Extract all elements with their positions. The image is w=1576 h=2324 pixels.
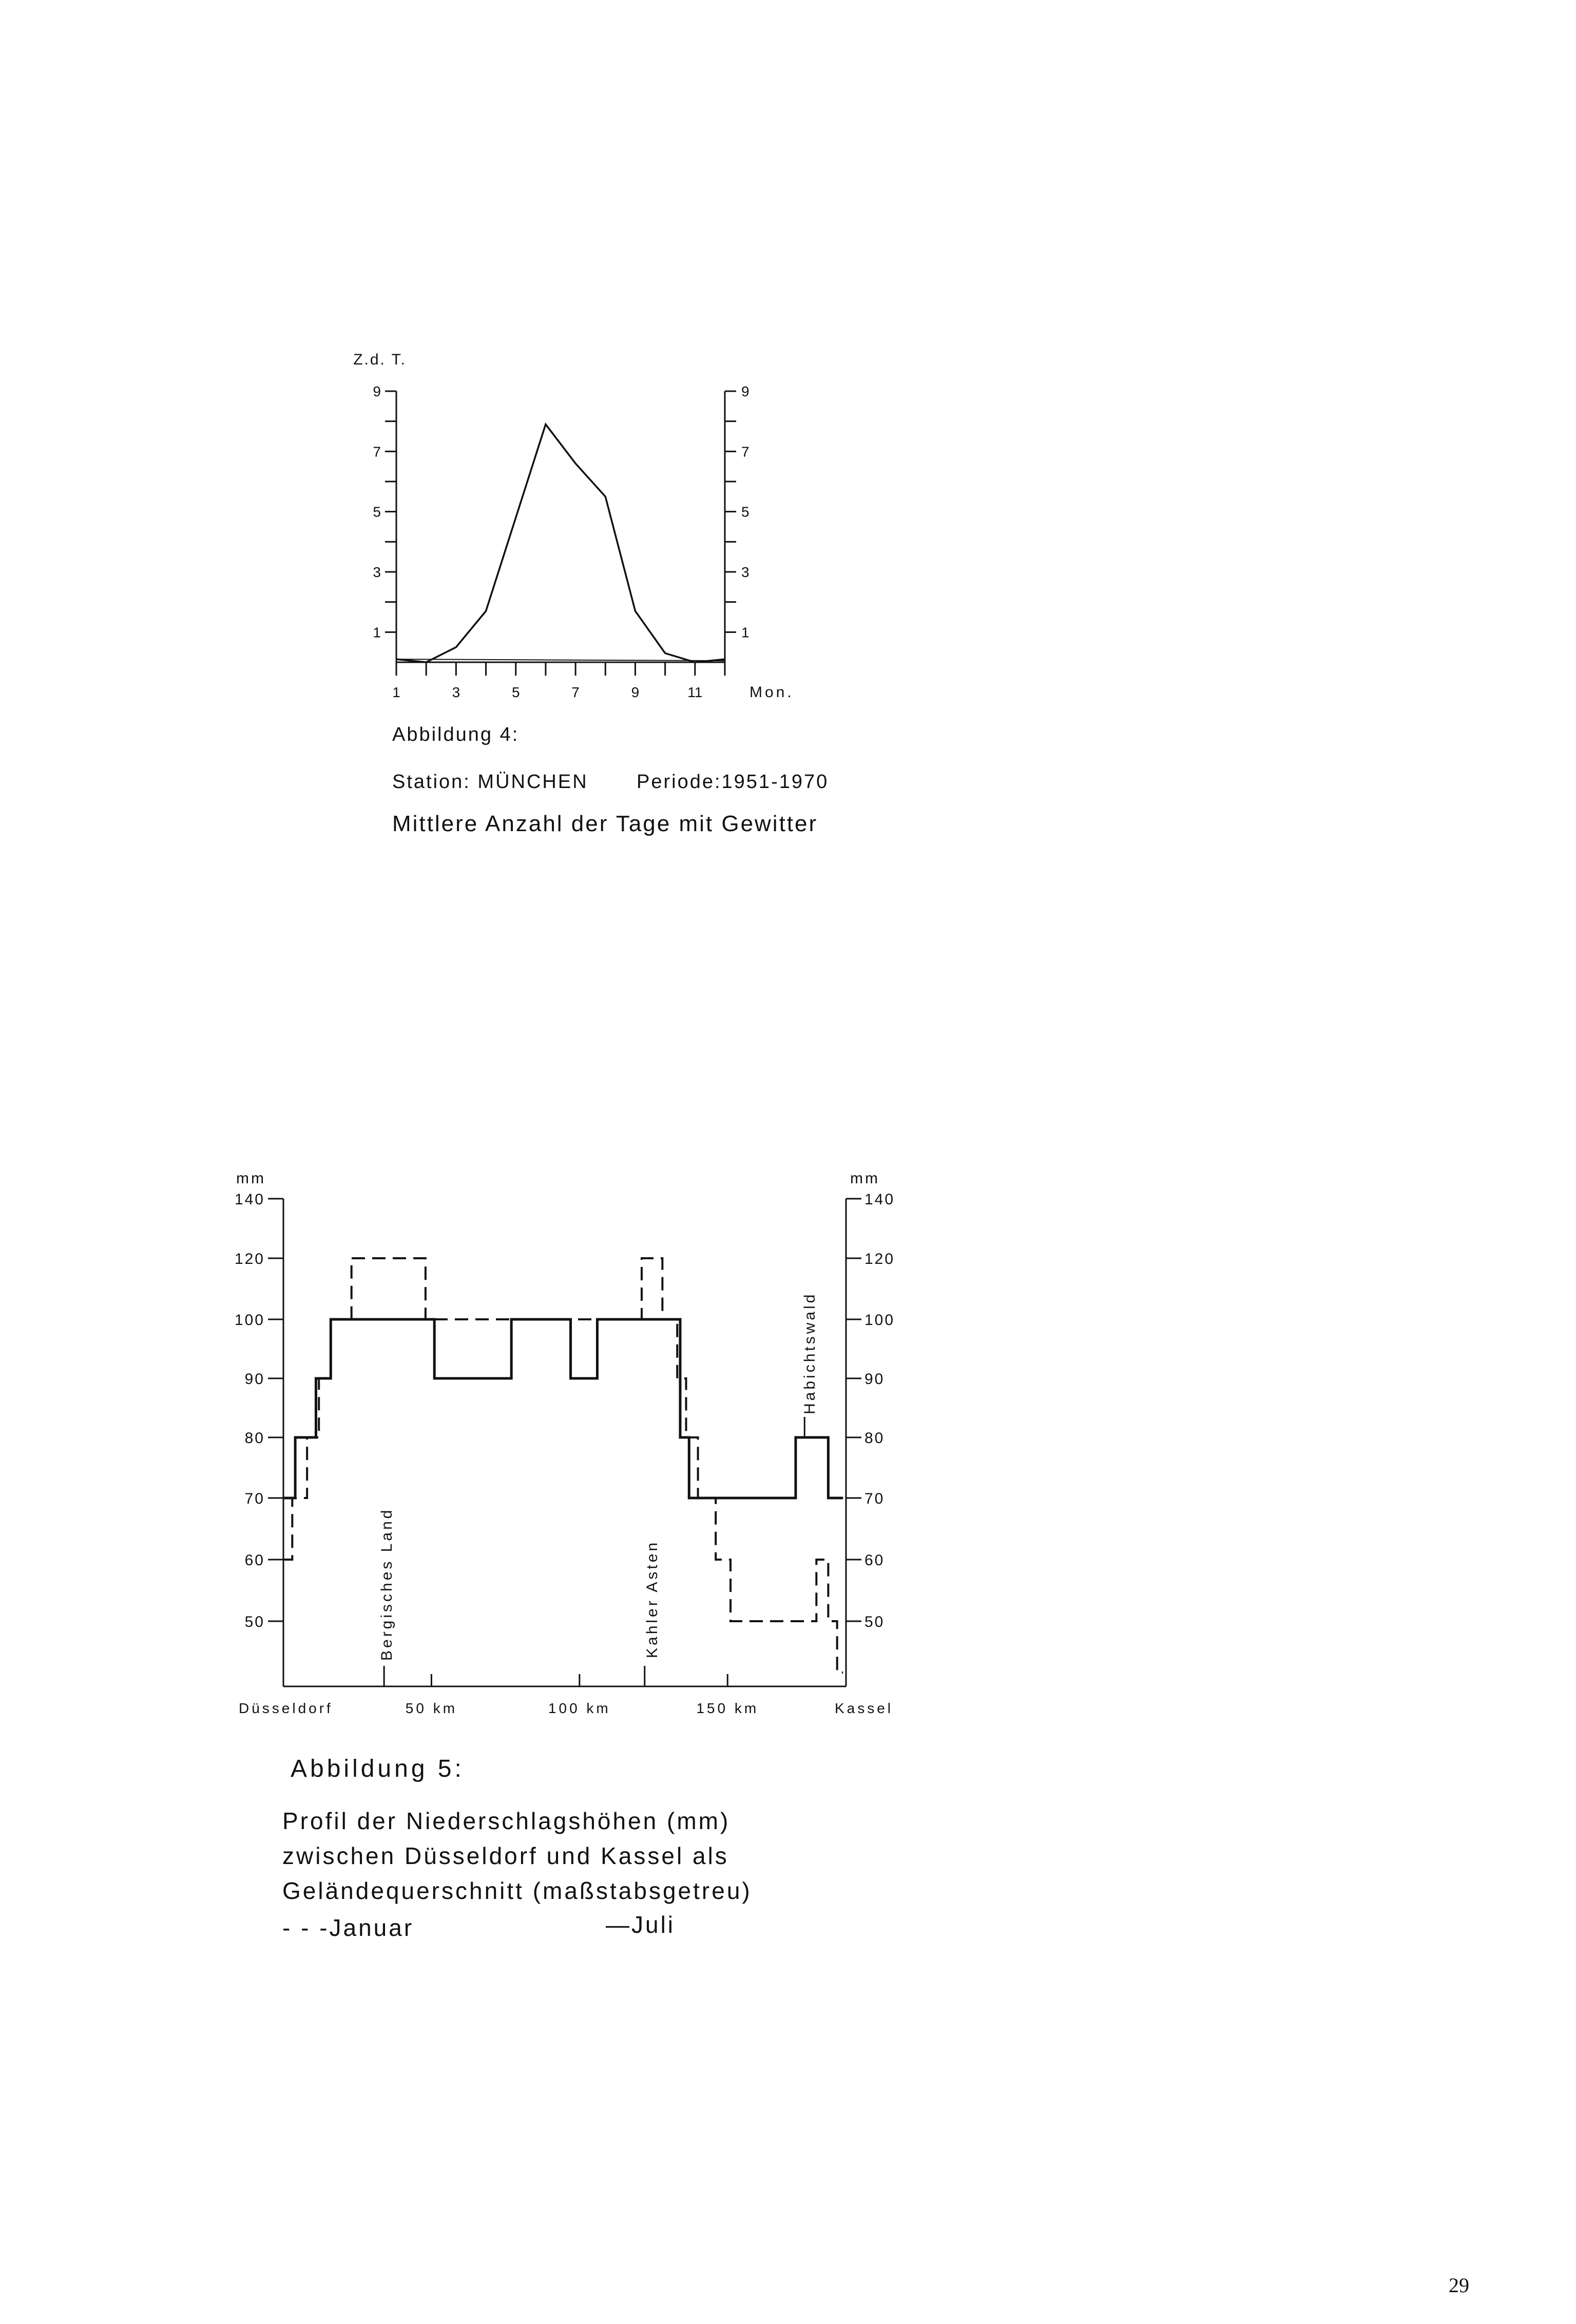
y-tick-label-right: 9 <box>741 383 749 399</box>
x-axis-label: Mon. <box>749 684 794 701</box>
y-tick-label-left: 120 <box>234 1251 265 1267</box>
annotation-kahler-asten: Kahler Asten <box>644 1540 661 1658</box>
y-tick-label-left: 7 <box>373 444 381 460</box>
y-tick-label-right: 70 <box>864 1490 885 1507</box>
y-tick-label-right: 7 <box>741 444 749 460</box>
x-tick-label: Düsseldorf <box>239 1700 333 1716</box>
fig4-station: Station: MÜNCHEN <box>392 771 588 793</box>
juli-series-line <box>283 1319 843 1498</box>
fig5-line2: zwischen Düsseldorf und Kassel als <box>282 1842 729 1869</box>
y-tick-label-left: 1 <box>373 624 381 641</box>
y-tick-label-left: 70 <box>244 1490 265 1507</box>
y-tick-label-left: 50 <box>244 1614 265 1630</box>
x-tick-label: 150 km <box>696 1700 759 1716</box>
y-tick-label-left: 80 <box>244 1430 265 1447</box>
fig5-line1: Profil der Niederschlagshöhen (mm) <box>282 1808 731 1834</box>
y-unit-label-left: mm <box>236 1170 266 1187</box>
y-tick-label-left: 90 <box>244 1371 265 1388</box>
y-tick-label-right: 80 <box>864 1430 885 1447</box>
x-tick-label: 100 km <box>548 1700 611 1716</box>
annotation-bergisches-land: Bergisches Land <box>378 1507 395 1661</box>
legend-januar: - - -Januar <box>282 1914 414 1941</box>
y-tick-label-left: 5 <box>373 504 381 520</box>
y-tick-label-left: 140 <box>234 1191 265 1208</box>
fig4-period: Periode:1951-1970 <box>637 771 829 793</box>
fig4-description: Mittlere Anzahl der Tage mit Gewitter <box>392 811 818 836</box>
page-number: 29 <box>1449 2274 1469 2297</box>
y-unit-label-right: mm <box>850 1170 880 1187</box>
y-tick-label-right: 120 <box>864 1251 895 1267</box>
x-tick-label: 50 km <box>405 1700 458 1716</box>
y-tick-label-right: 90 <box>864 1371 885 1388</box>
fig4-title: Abbildung 4: <box>392 724 520 745</box>
x-tick-label: 7 <box>571 684 580 700</box>
y-tick-label-right: 1 <box>741 624 749 641</box>
x-tick-label: Kassel <box>834 1700 893 1716</box>
legend-juli: —Juli <box>606 1911 676 1938</box>
x-tick-label: 9 <box>631 684 640 700</box>
y-tick-label-right: 100 <box>864 1312 895 1329</box>
y-tick-label-right: 140 <box>864 1191 895 1208</box>
annotation-habichtswald: Habichtswald <box>801 1292 818 1414</box>
y-tick-label-right: 5 <box>741 504 749 520</box>
y-tick-label-left: 9 <box>373 383 381 399</box>
fig5-line3: Geländequerschnitt (maßstabsgetreu) <box>282 1877 752 1904</box>
y-tick-label-right: 50 <box>864 1614 885 1630</box>
fig5-title: Abbildung 5: <box>291 1755 465 1782</box>
y-tick-label-right: 60 <box>864 1552 885 1569</box>
x-tick-label: 11 <box>687 684 703 700</box>
y-axis-label: Z.d. T. <box>353 351 407 368</box>
y-tick-label-left: 60 <box>244 1552 265 1569</box>
y-tick-label-left: 3 <box>373 564 381 580</box>
y-tick-label-left: 100 <box>234 1312 265 1329</box>
x-tick-label: 5 <box>511 684 520 700</box>
x-tick-label: 3 <box>452 684 460 700</box>
y-tick-label-right: 3 <box>741 564 749 580</box>
x-tick-label: 1 <box>392 684 400 700</box>
